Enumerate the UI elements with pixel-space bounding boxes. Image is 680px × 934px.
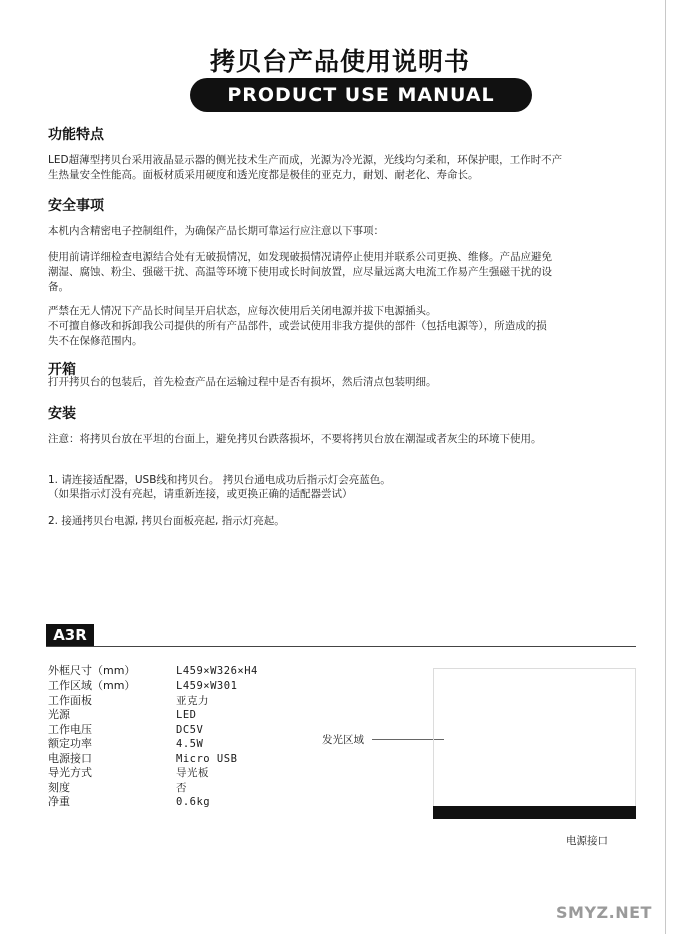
features-line-2: 生热量安全性能高。面板材质采用硬度和透光度都是极佳的亚克力，耐划、耐老化、寿命长。 <box>48 169 479 181</box>
spec-row <box>48 781 368 795</box>
spec-label: 额定功率 <box>48 737 92 750</box>
spec-row <box>48 679 368 693</box>
spec-row <box>48 723 368 737</box>
install-heading: 安装 <box>48 406 76 422</box>
power-port-label: 电源接口 <box>566 835 608 847</box>
spec-row <box>48 737 368 751</box>
safety-para2-line-3: 失不在保修范围内。 <box>48 335 143 347</box>
spec-value: 4.5W <box>176 738 204 750</box>
spec-row <box>48 708 368 722</box>
spec-label: 外框尺寸（mm） <box>48 664 136 677</box>
safety-para1-line-3: 备。 <box>48 281 69 293</box>
page-title: 拷贝台产品使用说明书 <box>209 47 470 76</box>
features-line-1: LED超薄型拷贝台采用液晶显示器的侧光技术生产而成，光源为冷光源，光线均匀柔和，环保护眼，工作时不产 <box>48 154 563 166</box>
safety-para2-line-1: 严禁在无人情况下产品长时间呈开启状态，应每次使用后关闭电源并拔下电源插头。 <box>48 305 437 317</box>
watermark: SMYZ.NET <box>556 903 652 922</box>
spec-row <box>48 795 368 809</box>
light-area-label: 发光区域 <box>322 734 364 746</box>
spec-value: 0.6kg <box>176 796 211 808</box>
spec-label: 净重 <box>48 795 70 808</box>
spec-label: 工作电压 <box>48 723 92 736</box>
install-note: 注意：将拷贝台放在平坦的台面上，避免拷贝台跌落损坏，不要将拷贝台放在潮湿或者灰尘的环境下使用。 <box>48 433 542 445</box>
spec-row <box>48 752 368 766</box>
install-step-1: 1. 请连接适配器，USB线和拷贝台。 拷贝台通电成功后指示灯会亮蓝色。 <box>48 474 391 486</box>
spec-label: 工作面板 <box>48 694 92 707</box>
install-step-1-hint: （如果指示灯没有亮起，请重新连接，或更换正确的适配器尝试） <box>48 488 353 500</box>
spec-value: L459×W301 <box>176 680 238 692</box>
spec-value: 导光板 <box>176 767 209 779</box>
light-panel-illustration <box>433 668 636 807</box>
safety-heading: 安全事项 <box>48 198 104 214</box>
spec-row <box>48 694 368 708</box>
spec-label: 导光方式 <box>48 766 92 779</box>
safety-para2-line-2: 不可擅自修改和拆卸我公司提供的所有产品部件，或尝试使用非我方提供的部件（包括电源等），所造成的损 <box>48 320 547 332</box>
install-step-2: 2. 接通拷贝台电源, 拷贝台面板亮起, 指示灯亮起。 <box>48 515 285 527</box>
page-subtitle: PRODUCT USE MANUAL <box>227 84 495 106</box>
unboxing-text: 打开拷贝台的包装后，首先检查产品在运输过程中是否有损坏，然后清点包装明细。 <box>48 376 437 388</box>
unboxing-heading: 开箱 <box>48 362 76 378</box>
page-edge-line <box>665 0 666 934</box>
spec-value: 否 <box>176 782 187 794</box>
spec-label: 刻度 <box>48 781 70 794</box>
panel-base-bar <box>433 806 636 819</box>
spec-value: DC5V <box>176 724 204 736</box>
safety-para1-line-2: 潮湿、腐蚀、粉尘、强磁干扰、高温等环境下使用或长时间放置，应尽量远离大电流工作易产生强磁干扰的设 <box>48 266 552 278</box>
spec-value: 亚克力 <box>176 695 209 707</box>
safety-intro: 本机内含精密电子控制组件，为确保产品长期可靠运行应注意以下事项： <box>48 225 384 237</box>
model-divider <box>46 646 636 647</box>
spec-label: 工作区域（mm） <box>48 679 136 692</box>
spec-label: 电源接口 <box>48 752 92 765</box>
spec-row <box>48 766 368 780</box>
spec-row <box>48 664 368 678</box>
model-name: A3R <box>53 626 87 644</box>
spec-value: LED <box>176 709 197 721</box>
safety-para1-line-1: 使用前请详细检查电源结合处有无破损情况，如发现破损情况请停止使用并联系公司更换、维修。产品应避免 <box>48 251 552 263</box>
spec-value: Micro USB <box>176 753 238 765</box>
spec-value: L459×W326×H4 <box>176 665 258 677</box>
spec-label: 光源 <box>48 708 70 721</box>
features-heading: 功能特点 <box>48 127 104 143</box>
